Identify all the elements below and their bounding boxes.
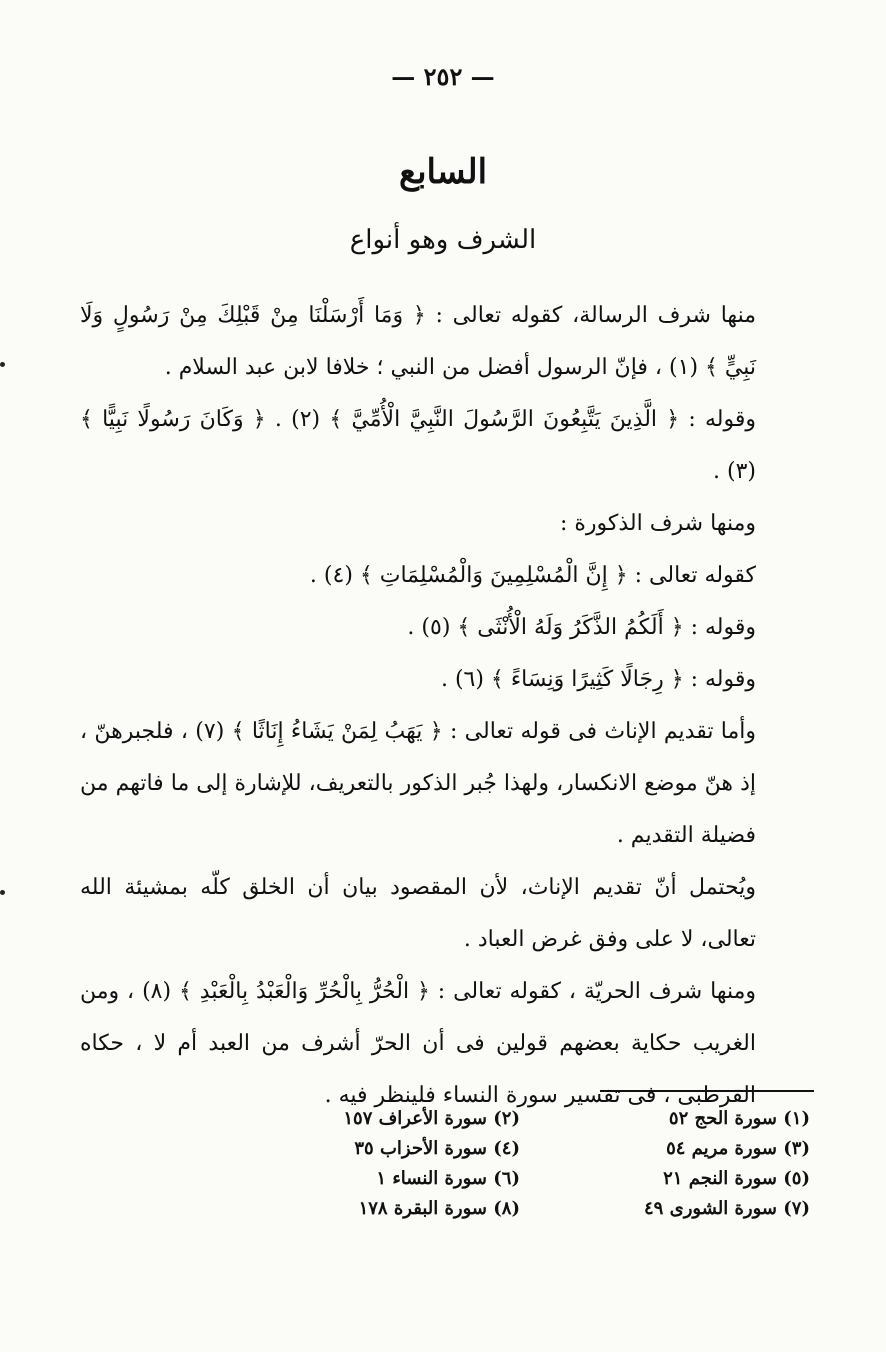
footnote: (٢) سورة الأعراف ١٥٧ — [343, 1108, 520, 1129]
chapter-title: السابع — [398, 152, 488, 192]
footnote: (٥) سورة النجم ٢١ — [663, 1168, 810, 1189]
page-number: — ٢٥٢ — — [391, 62, 495, 91]
footnote: (٧) سورة الشورى ٤٩ — [644, 1198, 810, 1219]
footnote: (٤) سورة الأحزاب ٣٥ — [354, 1138, 520, 1159]
body-text — [80, 290, 806, 1122]
paragraph: كقوله تعالى : ﴿ إِنَّ الْمُسْلِمِينَ وَالْمُسْلِمَاتِ ﴾ (٤) . — [309, 563, 756, 588]
paragraph: وقوله : ﴿ الَّذِينَ يَتَّبِعُونَ الرَّسُولَ النَّبِيَّ الْأُمِّيَّ ﴾ (٢) . ﴿ وَكَانَ رَسُولًا نَبِيًّا ﴾ (٣) . — [80, 407, 756, 484]
scan-edge-mark — [0, 890, 5, 895]
paragraph: منها شرف الرسالة، كقوله تعالى : ﴿ وَمَا أَرْسَلْنَا مِنْ قَبْلِكَ مِنْ رَسُولٍ وَلَا نَبِيٍّ ﴾ (١) ، فإنّ الرسول أفضل من النبي ؛ خلافا لابن عبد السلام . — [80, 303, 756, 380]
footnote: (٦) سورة النساء ١ — [376, 1168, 520, 1189]
footnote: (١) سورة الحج ٥٢ — [668, 1108, 810, 1129]
section-title: الشرف وهو أنواع — [349, 225, 537, 255]
footnote: (٣) سورة مريم ٥٤ — [666, 1138, 810, 1159]
footnote: (٨) سورة البقرة ١٧٨ — [358, 1198, 520, 1219]
paragraph: ومنها شرف الحريّة ، كقوله تعالى : ﴿ الْحُرُّ بِالْحُرِّ وَالْعَبْدُ بِالْعَبْدِ ﴾ (٨) ، ومن الغريب حكاية بعضهم قولين فى أن الحرّ أشرف من العبد أم لا ، حكاه القرطبى ، فى تفسير سورة النساء فلينظر فيه . — [80, 979, 757, 1108]
paragraph: وأما تقديم الإناث فى قوله تعالى : ﴿ يَهَبُ لِمَنْ يَشَاءُ إِنَاثًا ﴾ (٧) ، فلجبرهنّ ، إذ هنّ موضع الانكسار، ولهذا جُبر الذكور بالتعريف، للإشارة إلى ما فاتهم من فضيلة التقديم . — [80, 719, 757, 848]
paragraph: ويُحتمل أنّ تقديم الإناث، لأن المقصود بيان أن الخلق كلّه بمشيئة الله تعالى، لا على وفق غرض العباد . — [80, 875, 756, 952]
footnotes — [270, 1106, 810, 1222]
paragraph: وقوله : ﴿ أَلَكُمُ الذَّكَرُ وَلَهُ الْأُنْثَى ﴾ (٥) . — [407, 615, 756, 640]
footnote-divider — [600, 1090, 814, 1092]
paragraph: وقوله : ﴿ رِجَالًا كَثِيرًا وَنِسَاءً ﴾ (٦) . — [440, 667, 756, 692]
paragraph: ومنها شرف الذكورة : — [559, 511, 756, 536]
scan-edge-mark — [0, 362, 5, 367]
